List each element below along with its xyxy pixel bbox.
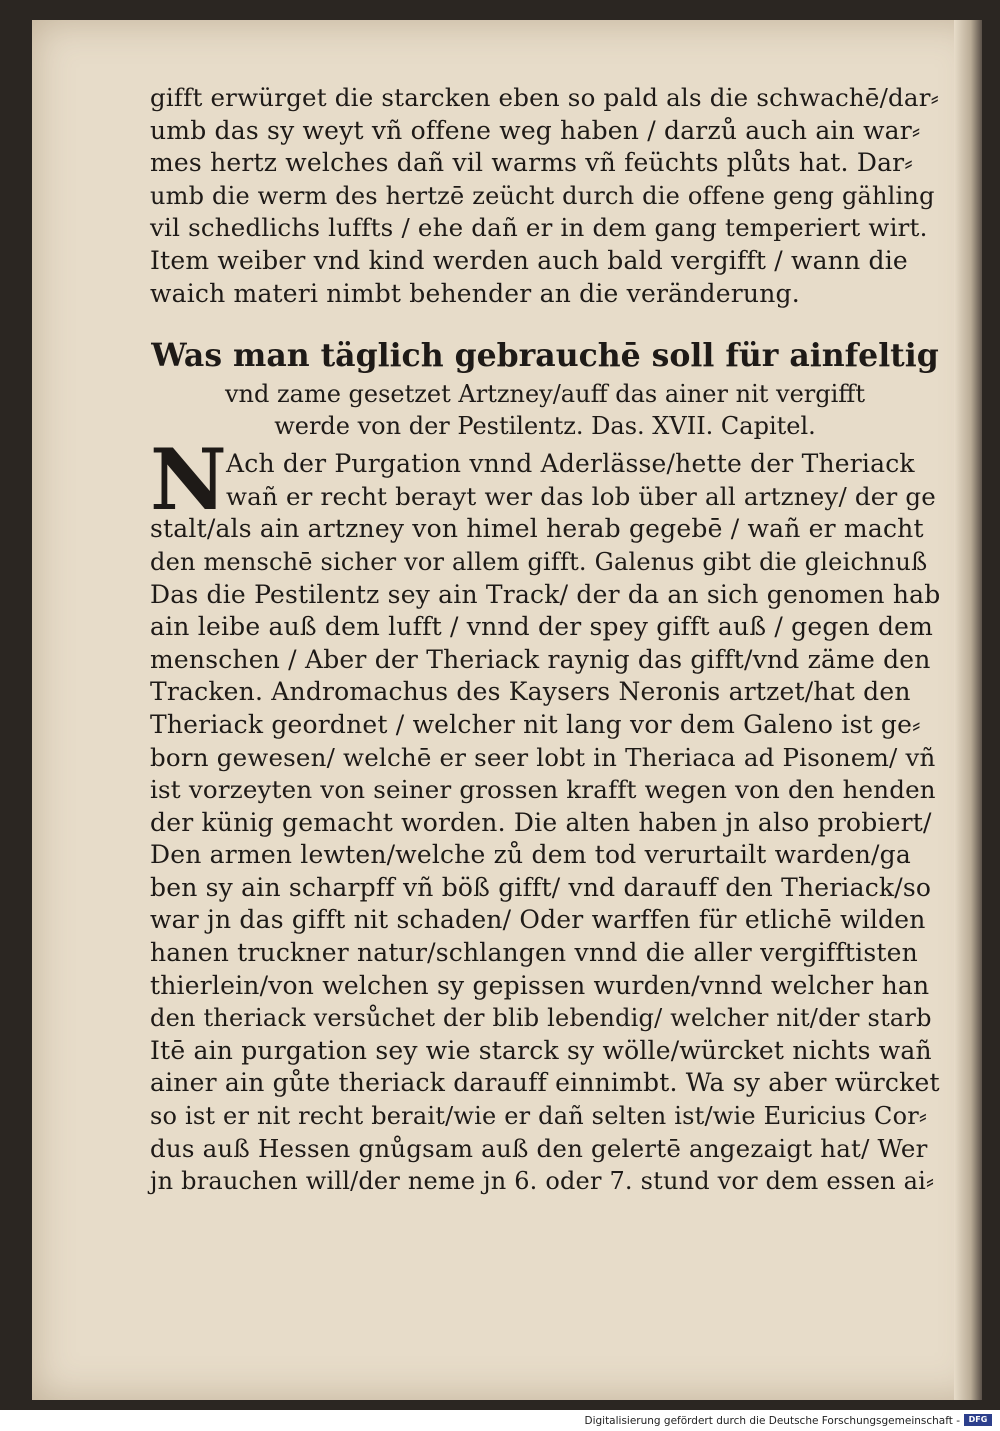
text-line: der künig gemacht worden. Die alten haben jn also probiert/: [150, 807, 932, 837]
text-line: den menschē sicher vor allem gifft. Galenus gibt die gleichnuß: [150, 547, 928, 576]
text-line: Ach der Purgation vnnd Aderlässe/hette der Theriack: [226, 449, 915, 479]
text-line: ain leibe auß dem lufft / vnnd der spey gifft auß / gegen dem: [150, 612, 934, 642]
text-line: Itē ain purgation sey wie starck sy wölle/würcket nichts wañ: [150, 1035, 932, 1065]
text-line: born gewesen/ welchē er seer lobt in Theriaca ad Pisonem/ vñ: [150, 742, 936, 772]
text-line: Tracken. Andromachus des Kaysers Neronis artzet/hat den: [150, 677, 911, 707]
drop-cap-initial: N: [150, 430, 227, 530]
text-line: umb das sy weyt vñ offene weg haben / darzů auch ain war⸗: [150, 115, 921, 145]
text-line: ainer ain gůte theriack darauff einnimbt. Wa sy aber würcket: [150, 1068, 940, 1098]
text-line: Theriack geordnet / welcher nit lang vor dem Galeno ist ge⸗: [150, 709, 921, 739]
chapter-heading-line-3: werde von der Pestilentz. Das. XVII. Capitel.: [274, 412, 816, 441]
text-line: Item weiber vnd kind werden auch bald vergifft / wann die: [150, 245, 908, 275]
text-line: Den armen lewten/welche zů dem tod verurtailt warden/ga: [150, 840, 911, 870]
text-line: jn brauchen will/der neme jn 6. oder 7. stund vor dem essen ai⸗: [150, 1167, 935, 1196]
chapter-heading-line-1: Was man täglich gebrauchē soll für ainfeltig: [151, 337, 939, 375]
text-line: ben sy ain scharpff vñ böß gifft/ vnd darauff den Theriack/so: [150, 872, 932, 902]
text-line: wañ er recht berayt wer das lob über all artzney/ der ge: [226, 481, 936, 511]
funding-notice: Digitalisierung gefördert durch die Deutsche Forschungsgemeinschaft -: [584, 1415, 960, 1427]
paragraph-1: [150, 82, 940, 310]
text-line: stalt/als ain artzney von himel herab gegebē / wañ er macht: [150, 514, 924, 544]
text-line: menschen / Aber der Theriack raynig das gifft/vnd zäme den: [150, 644, 931, 674]
text-line: waich materi nimbt behender an die veränderung.: [150, 278, 800, 308]
footer-bar: [0, 1410, 1000, 1431]
page-binding-edge: [954, 20, 982, 1400]
paragraph-2: [150, 430, 941, 1198]
text-line: Das die Pestilentz sey ain Track/ der da an sich genomen hab: [150, 579, 941, 609]
chapter-heading: [150, 334, 940, 442]
text-line: ist vorzeyten von seiner grossen krafft wegen von den henden: [150, 775, 936, 805]
text-line: so ist er nit recht berait/wie er dañ selten ist/wie Euricius Cor⸗: [150, 1102, 928, 1131]
text-line: mes hertz welches dañ vil warms vñ feüchts plůts hat. Dar⸗: [150, 148, 913, 178]
text-line: dus auß Hessen gnůgsam auß den gelertē angezaigt hat/ Wer: [150, 1133, 928, 1163]
dfg-logo[interactable]: DFG: [964, 1414, 992, 1426]
text-line: war jn das gifft nit schaden/ Oder warffen für etlichē wilden: [150, 905, 926, 935]
text-line: den theriack versůchet der blib lebendig/ welcher nit/der starb: [150, 1004, 932, 1033]
text-line: vil schedlichs luffts / ehe dañ er in dem gang temperiert wirt.: [150, 213, 928, 243]
text-line: hanen truckner natur/schlangen vnnd die aller vergifftisten: [150, 938, 918, 968]
text-line: gifft erwürget die starcken eben so pald als die schwachē/dar⸗: [150, 83, 939, 112]
chapter-heading-line-2: vnd zame gesetzet Artzney/auff das ainer nit vergifft: [225, 380, 865, 409]
text-line: umb die werm des hertzē zeücht durch die offene geng gähling: [150, 181, 935, 210]
text-line: thierlein/von welchen sy gepissen wurden/vnnd welcher han: [150, 970, 930, 1000]
page-text: [150, 82, 940, 1198]
